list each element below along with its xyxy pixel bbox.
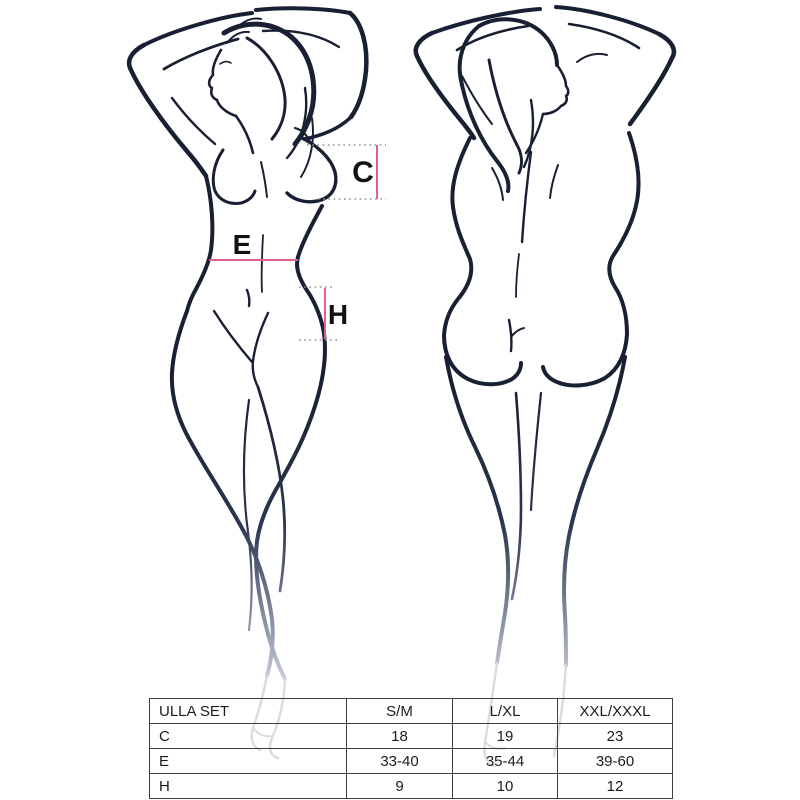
size-table-row-e (150, 749, 673, 774)
value-e-sm: 33-40 (347, 749, 453, 774)
measurement-label-e: E (232, 229, 252, 260)
size-table-row-h (150, 774, 673, 799)
value-h-sm: 9 (347, 774, 453, 799)
size-column-header-sm: S/M (347, 699, 453, 724)
measurement-label-h: H (327, 299, 349, 330)
size-column-header-lxl: L/XL (453, 699, 558, 724)
row-label-e: E (150, 749, 347, 774)
back-figure-line-art (416, 7, 674, 766)
front-figure-line-art (129, 8, 366, 758)
value-h-xxl: 12 (558, 774, 673, 799)
row-label-h: H (150, 774, 347, 799)
value-c-lxl: 19 (453, 724, 558, 749)
size-table-row-c (150, 724, 673, 749)
size-table-header-row (150, 699, 673, 724)
value-c-xxl: 23 (558, 724, 673, 749)
measurement-marker-c (307, 145, 386, 199)
measurement-marker-e (209, 229, 298, 260)
size-table-product-name: ULLA SET (150, 699, 347, 724)
value-e-xxl: 39-60 (558, 749, 673, 774)
measurement-label-c: C (352, 156, 374, 189)
value-e-lxl: 35-44 (453, 749, 558, 774)
value-h-lxl: 10 (453, 774, 558, 799)
value-c-sm: 18 (347, 724, 453, 749)
size-column-header-xxl: XXL/XXXL (558, 699, 673, 724)
row-label-c: C (150, 724, 347, 749)
size-table (149, 698, 673, 799)
